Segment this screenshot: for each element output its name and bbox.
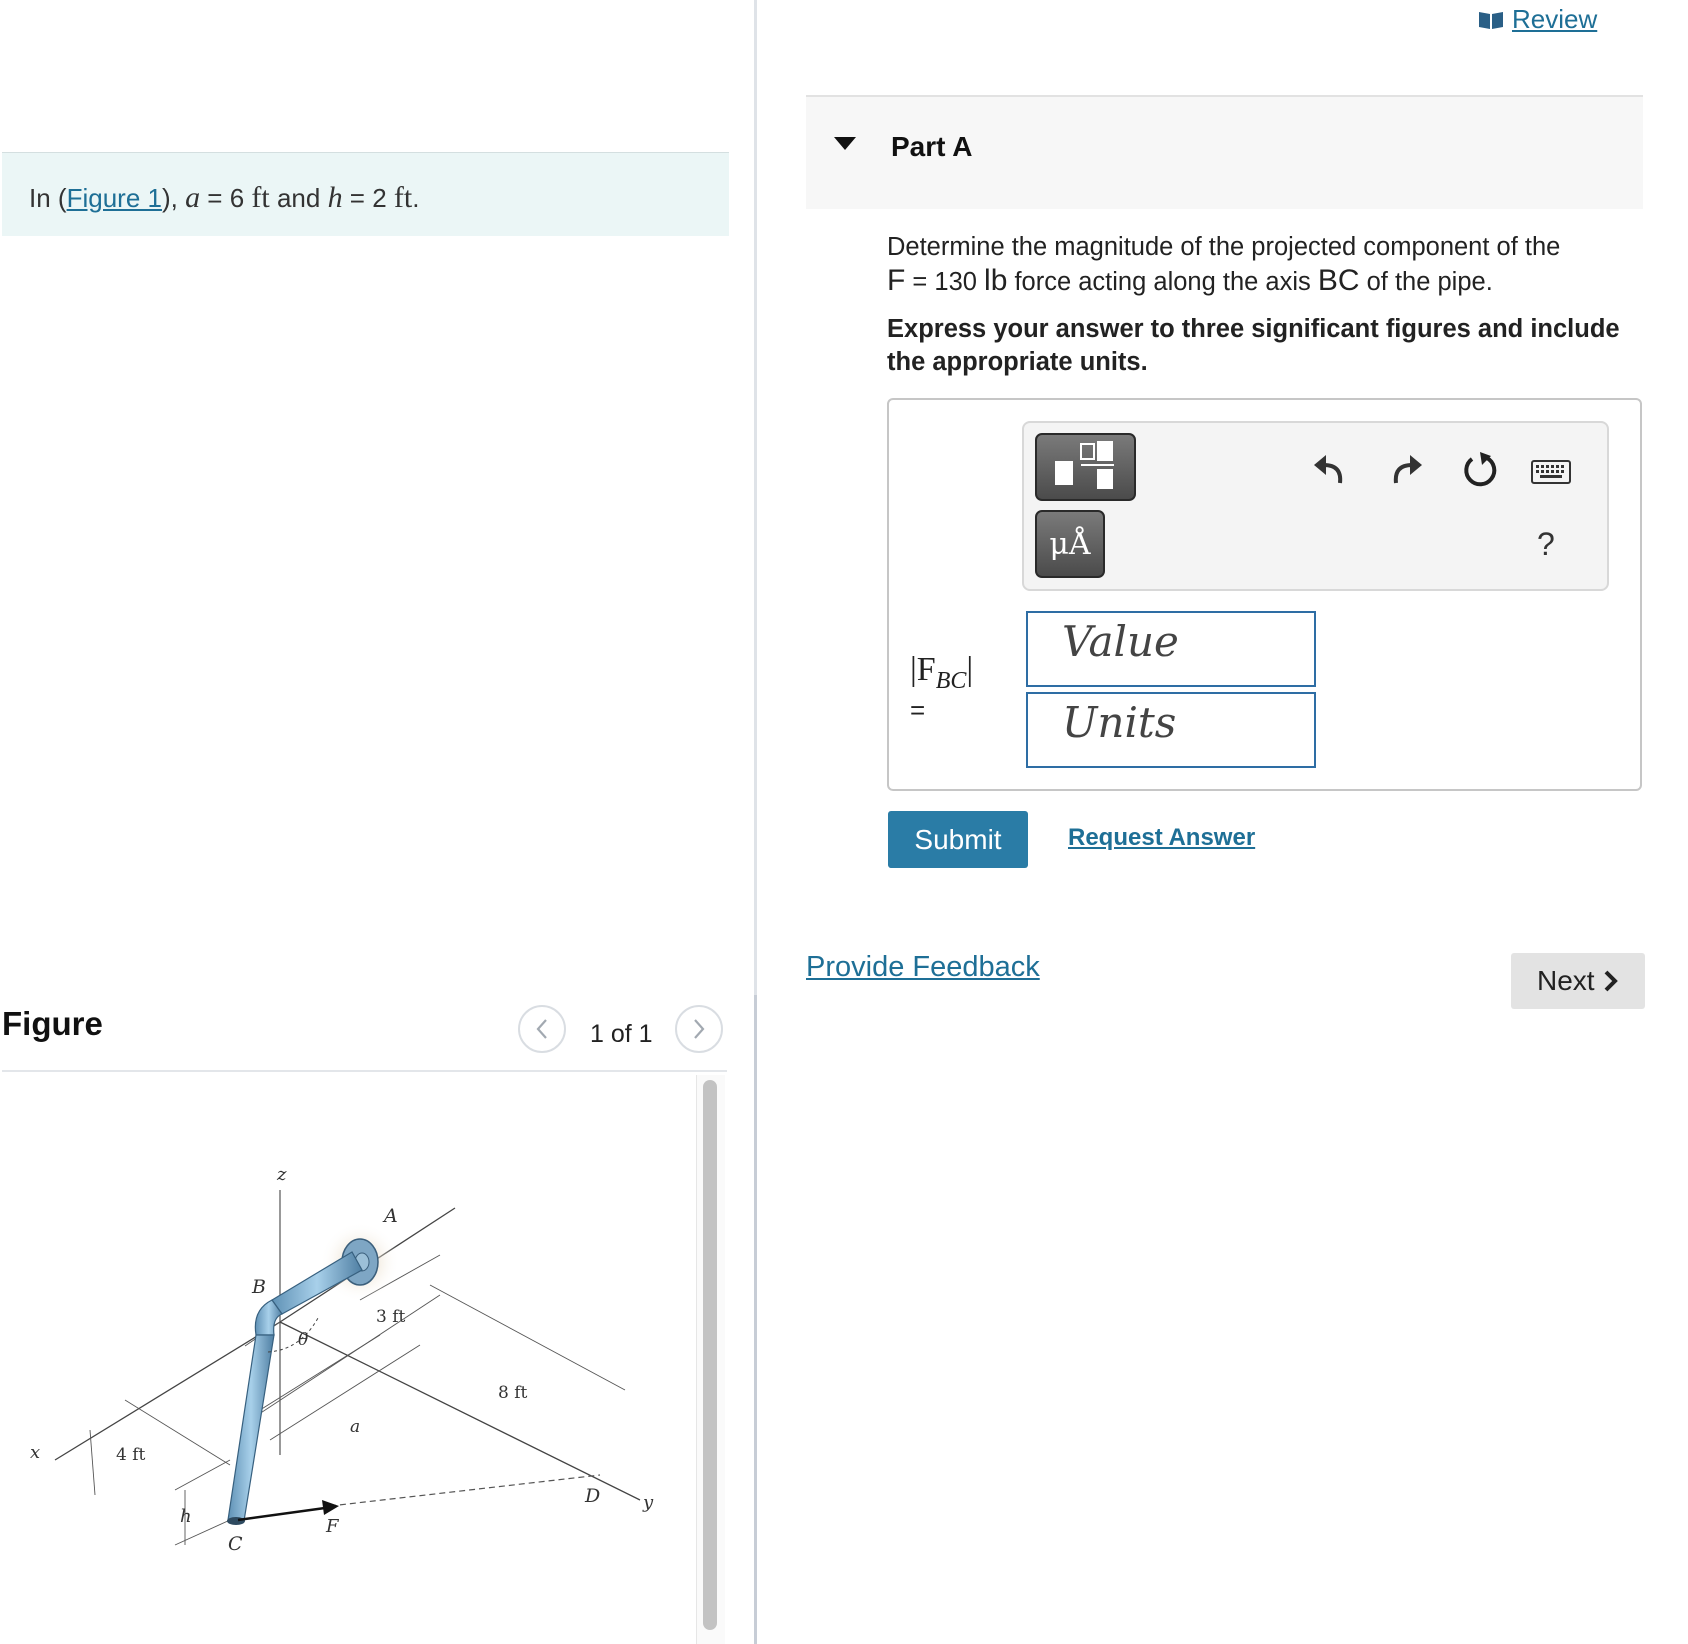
keyboard-icon[interactable] (1531, 458, 1571, 486)
left-panel (0, 0, 727, 1644)
figure-scrollbar-thumb[interactable] (703, 1080, 717, 1630)
figure-counter: 1 of 1 (590, 1020, 653, 1048)
next-button[interactable] (1511, 953, 1645, 1009)
label-b-point: B (252, 1276, 266, 1298)
part-a-header[interactable] (806, 95, 1643, 209)
figure-link[interactable]: Figure 1 (66, 183, 162, 213)
fraction-template-icon (1037, 435, 1134, 499)
question-unit: lb (984, 264, 1008, 297)
eq-h: = 2 (342, 183, 394, 213)
intro-prefix: In ( (29, 183, 67, 213)
answer-instructions: Express your answer to three significant figures and include the appropriate units. (887, 315, 1620, 376)
question-var-f: F (887, 264, 906, 297)
label-y: y (643, 1492, 654, 1513)
figure-next-button[interactable] (675, 1005, 723, 1053)
question-line-3: of the pipe. (1359, 268, 1493, 296)
label-z: z (277, 1164, 287, 1185)
unit-h: ft (393, 181, 413, 214)
next-label: Next (1537, 965, 1595, 996)
label-8ft: 8 ft (498, 1383, 528, 1403)
question-line-2: force acting along the axis (1007, 268, 1318, 296)
units-button[interactable]: μÅ (1035, 510, 1105, 578)
label-a-point: A (384, 1205, 398, 1227)
provide-feedback-link[interactable]: Provide Feedback (806, 951, 1040, 983)
reset-icon[interactable] (1460, 449, 1500, 489)
question-eq: = 130 (905, 268, 985, 296)
label-abs-close: | (966, 651, 974, 688)
units-input[interactable]: Units (1026, 692, 1316, 768)
request-answer-link[interactable]: Request Answer (1068, 824, 1256, 851)
unit-a: ft (251, 181, 270, 214)
pipe-figure (0, 1100, 690, 1644)
label-theta: θ (298, 1330, 309, 1350)
and-text: and (269, 183, 328, 213)
value-input[interactable]: Value (1026, 611, 1316, 687)
label-a-dim: a (350, 1417, 361, 1437)
undo-icon[interactable] (1310, 449, 1350, 489)
eq-a: = 6 (200, 183, 252, 213)
label-c-point: C (228, 1533, 243, 1555)
review-label: Review (1512, 4, 1598, 34)
var-h: h (327, 181, 343, 214)
templates-button[interactable] (1035, 433, 1136, 501)
chevron-right-icon (691, 1018, 707, 1040)
problem-intro (2, 152, 729, 236)
label-abs-open: |F (910, 651, 936, 688)
figure-title: Figure (2, 1005, 103, 1042)
caret-down-icon[interactable] (834, 137, 856, 150)
part-a-title: Part A (891, 131, 973, 162)
question-text (887, 231, 1647, 299)
label-h: h (180, 1506, 192, 1527)
help-icon[interactable]: ? (1537, 526, 1555, 562)
intro-suffix: ), (161, 183, 186, 213)
figure-divider (2, 1070, 727, 1072)
redo-icon[interactable] (1386, 449, 1426, 489)
submit-button[interactable]: Submit (888, 811, 1028, 868)
answer-equals: = (910, 695, 926, 725)
chevron-right-icon (1602, 969, 1620, 993)
answer-variable-label (910, 651, 973, 695)
label-3ft: 3 ft (376, 1307, 406, 1327)
label-x: x (30, 1442, 41, 1463)
review-link[interactable] (1478, 4, 1597, 35)
intro-period: . (412, 183, 420, 213)
label-d-point: D (585, 1485, 601, 1507)
column-divider-lower (754, 995, 757, 1644)
question-var-bc: BC (1317, 264, 1360, 297)
var-a: a (185, 181, 201, 214)
question-line-1: Determine the magnitude of the projected component of the (887, 233, 1561, 261)
label-4ft: 4 ft (116, 1445, 146, 1465)
chevron-left-icon (534, 1018, 550, 1040)
label-subscript: BC (935, 667, 967, 694)
book-icon (1478, 10, 1504, 30)
label-f-force: F (326, 1516, 339, 1537)
figure-prev-button[interactable] (518, 1005, 566, 1053)
